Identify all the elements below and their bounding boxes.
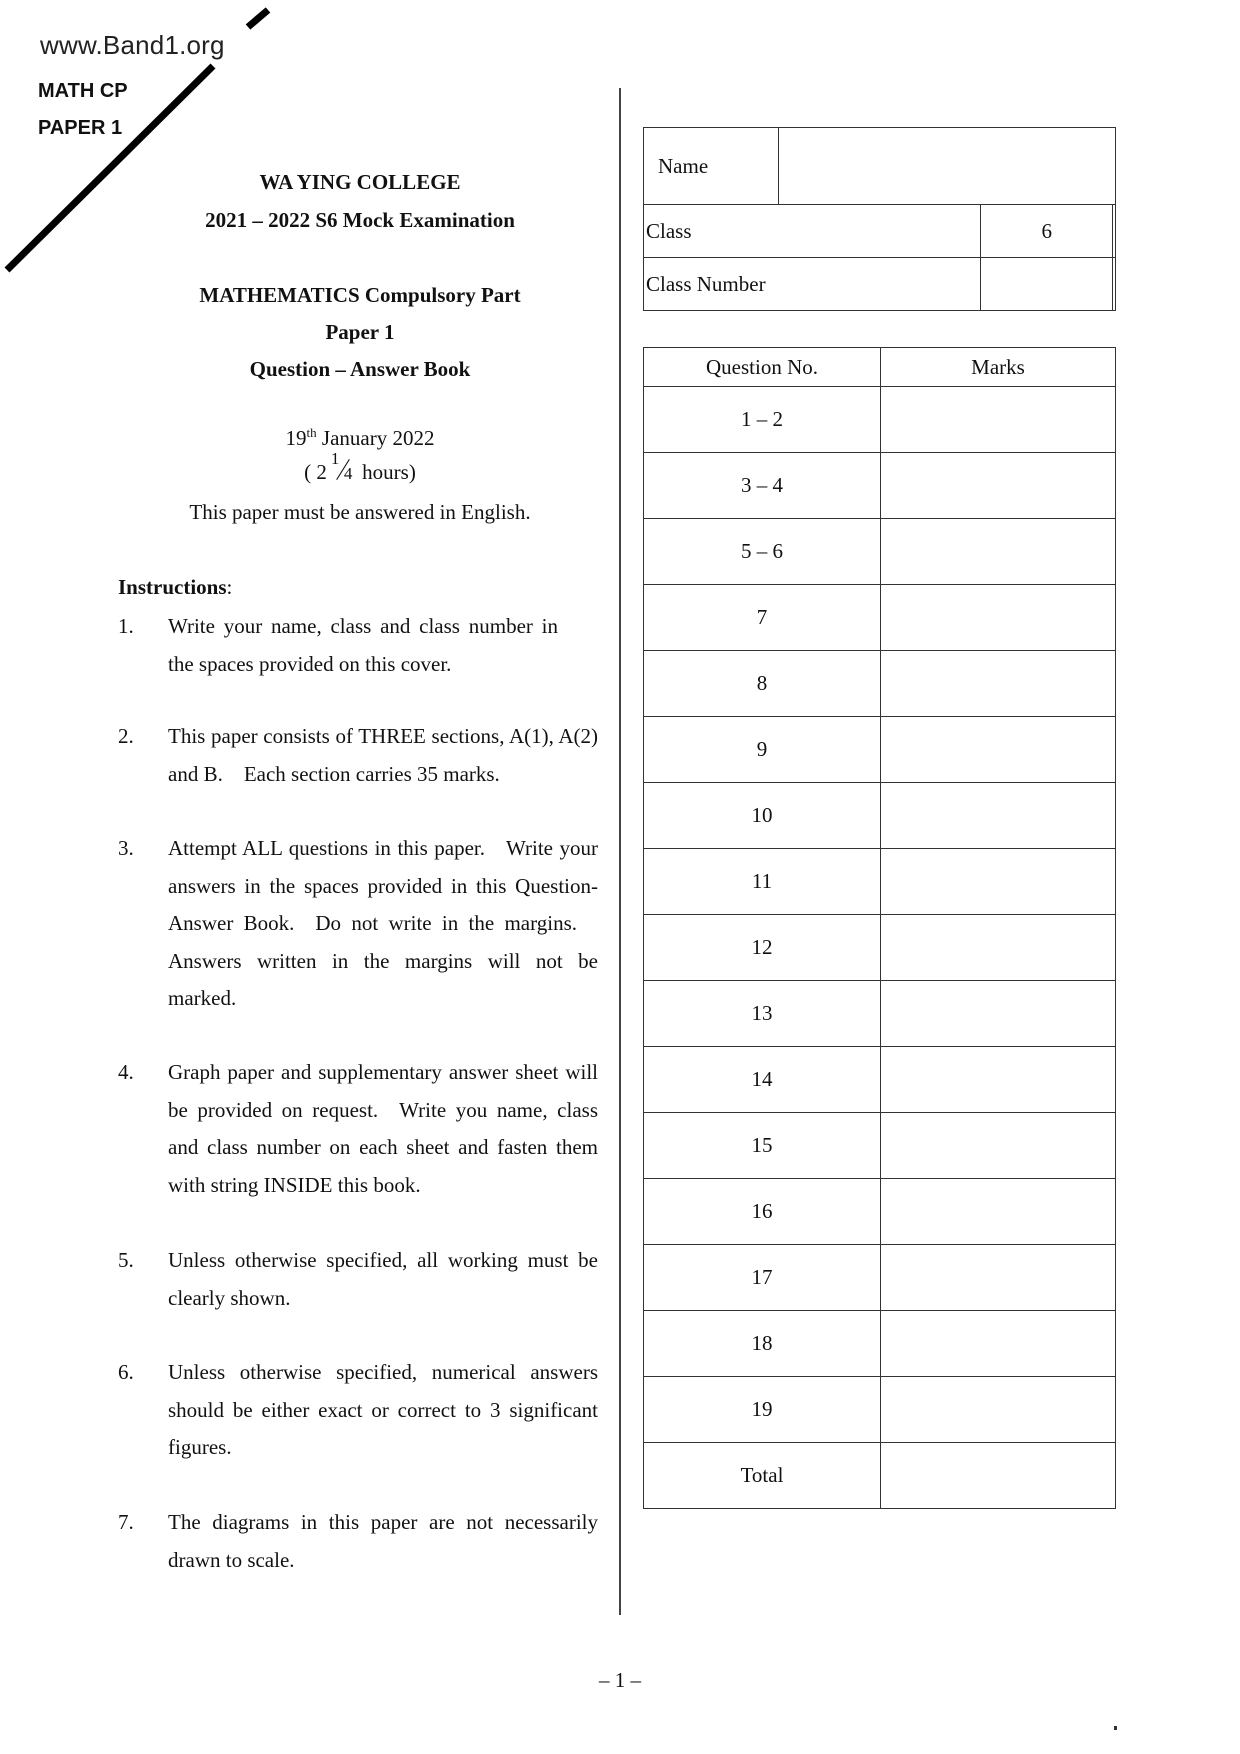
instruction-item xyxy=(118,1054,598,1204)
book-title: Question – Answer Book xyxy=(249,357,471,381)
date-rest: January 2022 xyxy=(316,426,435,450)
marks-table-row xyxy=(644,717,1116,783)
class-number-field-1[interactable] xyxy=(981,258,1113,311)
instruction-text: Attempt ALL questions in this paper. Write your answers in the spaces provided in this Question-Answer Book. Do not write in the margins. Answers written in the margins will not be marked. xyxy=(168,836,598,1010)
marks-cell[interactable] xyxy=(881,915,1116,981)
diagonal-stripe-decoration xyxy=(0,0,300,300)
marks-cell[interactable] xyxy=(881,1311,1116,1377)
question-number-cell: 1 – 2 xyxy=(644,387,881,453)
class-number-row xyxy=(644,258,1116,311)
header-question-no: Question No. xyxy=(644,348,881,387)
marks-table-row xyxy=(644,783,1116,849)
question-number-cell: 8 xyxy=(644,651,881,717)
paper-title: Paper 1 xyxy=(325,320,395,344)
marks-table-row xyxy=(644,1377,1116,1443)
instruction-text: This paper consists of THREE sections, A(1), A(2) and B. Each section carries 35 marks. xyxy=(168,724,598,786)
class-number-label: Class Number xyxy=(644,258,981,311)
language-note: This paper must be answered in English. xyxy=(189,500,531,524)
diagonal-stripe-top xyxy=(248,10,268,27)
watermark-url: www.Band1.org xyxy=(40,30,225,60)
instruction-item xyxy=(118,830,598,1018)
class-row xyxy=(644,205,1116,258)
marks-cell[interactable] xyxy=(881,1047,1116,1113)
marks-table-row xyxy=(644,387,1116,453)
name-row xyxy=(644,128,1116,205)
exam-duration xyxy=(110,449,610,485)
instruction-number: 3. xyxy=(118,836,134,860)
marks-table xyxy=(643,347,1116,1509)
question-number-cell: 5 – 6 xyxy=(644,519,881,585)
marks-table-row xyxy=(644,1113,1116,1179)
class-label: Class xyxy=(644,205,981,258)
instruction-item xyxy=(118,608,598,683)
question-number-cell: 10 xyxy=(644,783,881,849)
marks-table-row xyxy=(644,1047,1116,1113)
diagonal-stripe-main xyxy=(7,66,213,270)
question-number-cell: 13 xyxy=(644,981,881,1047)
instruction-text: Write your name, class and class number in the spaces provided on this cover. xyxy=(168,614,558,676)
question-number-cell: 18 xyxy=(644,1311,881,1377)
marks-table-row xyxy=(644,981,1116,1047)
page-number: – 1 – xyxy=(599,1668,641,1692)
marks-table-row xyxy=(644,585,1116,651)
instructions-title: Instructions xyxy=(118,575,227,599)
scan-speck xyxy=(1114,1726,1117,1730)
duration-open: ( 2 xyxy=(304,460,327,484)
header-paper: PAPER 1 xyxy=(38,117,123,139)
marks-cell[interactable] xyxy=(881,783,1116,849)
duration-fraction xyxy=(327,449,357,485)
question-number-cell: 15 xyxy=(644,1113,881,1179)
marks-table-row xyxy=(644,1245,1116,1311)
date-day: 19 xyxy=(285,426,307,450)
marks-cell[interactable] xyxy=(881,849,1116,915)
name-label: Name xyxy=(644,128,779,205)
instruction-text: Unless otherwise specified, numerical answers should be either exact or correct to 3 significant figures. xyxy=(168,1360,598,1459)
question-number-cell: 3 – 4 xyxy=(644,453,881,519)
marks-cell[interactable] xyxy=(881,519,1116,585)
question-number-cell: 11 xyxy=(644,849,881,915)
exam-date xyxy=(110,425,610,451)
question-number-cell: 12 xyxy=(644,915,881,981)
instruction-text: Unless otherwise specified, all working must be clearly shown. xyxy=(168,1248,598,1310)
page-divider xyxy=(619,88,621,1615)
class-field-1[interactable]: 6 xyxy=(981,205,1113,258)
instruction-text: The diagrams in this paper are not necessarily drawn to scale. xyxy=(168,1510,598,1572)
marks-table-row xyxy=(644,849,1116,915)
marks-table-row xyxy=(644,519,1116,585)
instruction-number: 7. xyxy=(118,1510,134,1534)
marks-table-row xyxy=(644,453,1116,519)
question-number-cell: 14 xyxy=(644,1047,881,1113)
question-number-cell: 7 xyxy=(644,585,881,651)
marks-cell[interactable] xyxy=(881,1113,1116,1179)
marks-table-row xyxy=(644,1443,1116,1509)
marks-cell[interactable] xyxy=(881,717,1116,783)
class-field-2[interactable] xyxy=(1113,205,1116,258)
instruction-number: 2. xyxy=(118,724,134,748)
marks-cell[interactable] xyxy=(881,387,1116,453)
fraction-denominator: 4 xyxy=(343,464,353,483)
marks-cell[interactable] xyxy=(881,453,1116,519)
student-id-table xyxy=(643,127,1116,311)
question-number-cell: 19 xyxy=(644,1377,881,1443)
school-name: WA YING COLLEGE xyxy=(259,170,461,194)
marks-cell[interactable] xyxy=(881,585,1116,651)
question-number-cell: Total xyxy=(644,1443,881,1509)
instructions-colon: : xyxy=(226,575,233,599)
marks-table-header xyxy=(644,348,1116,387)
instruction-number: 1. xyxy=(118,614,134,638)
fraction-numerator: 1 xyxy=(330,449,340,468)
header-subject: MATH CP xyxy=(38,80,128,102)
class-number-field-2[interactable] xyxy=(1113,258,1116,311)
marks-cell[interactable] xyxy=(881,1443,1116,1509)
marks-cell[interactable] xyxy=(881,981,1116,1047)
instruction-item xyxy=(118,1354,598,1467)
question-number-cell: 16 xyxy=(644,1179,881,1245)
exam-title: 2021 – 2022 S6 Mock Examination xyxy=(205,208,515,232)
marks-cell[interactable] xyxy=(881,1377,1116,1443)
marks-cell[interactable] xyxy=(881,1179,1116,1245)
marks-table-row xyxy=(644,651,1116,717)
duration-close: hours) xyxy=(362,460,416,484)
instruction-number: 4. xyxy=(118,1060,134,1084)
marks-table-row xyxy=(644,1179,1116,1245)
marks-cell[interactable] xyxy=(881,651,1116,717)
instruction-number: 5. xyxy=(118,1248,134,1272)
subject-title: MATHEMATICS Compulsory Part xyxy=(199,283,521,307)
marks-table-row xyxy=(644,1311,1116,1377)
marks-cell[interactable] xyxy=(881,1245,1116,1311)
question-number-cell: 9 xyxy=(644,717,881,783)
instruction-number: 6. xyxy=(118,1360,134,1384)
marks-table-row xyxy=(644,915,1116,981)
name-field[interactable] xyxy=(779,128,1116,205)
question-number-cell: 17 xyxy=(644,1245,881,1311)
date-suffix: th xyxy=(306,425,317,440)
instruction-item xyxy=(118,1504,598,1579)
instruction-text: Graph paper and supplementary answer sheet will be provided on request. Write you name, class and class number on each sheet and fasten them with string INSIDE this book. xyxy=(168,1060,598,1197)
instruction-item xyxy=(118,1242,598,1317)
header-marks: Marks xyxy=(881,348,1116,387)
instructions-heading xyxy=(118,575,232,600)
instruction-item xyxy=(118,718,598,793)
marks-table-body xyxy=(644,387,1116,1509)
